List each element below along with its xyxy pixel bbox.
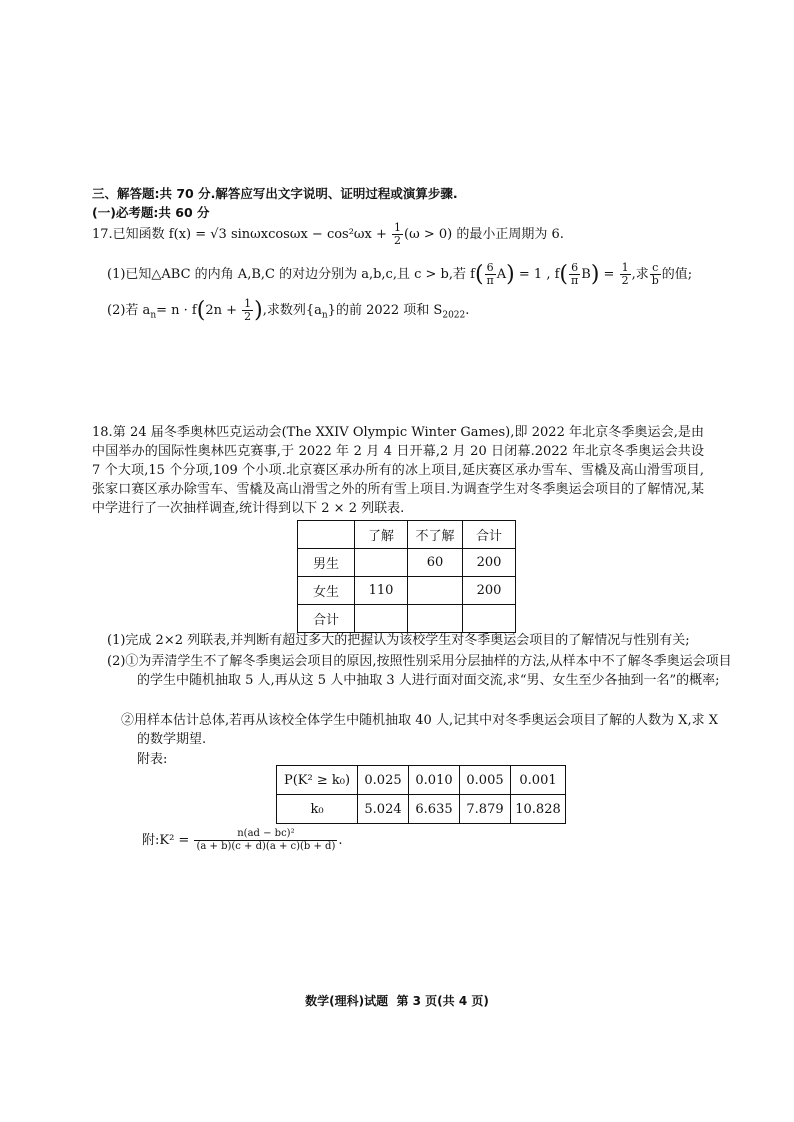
table-cell: 6.635 — [409, 795, 460, 824]
table-cell — [298, 521, 355, 549]
section-header: 三、解答题:共 70 分.解答应写出文字说明、证明过程或演算步骤. — [92, 186, 458, 201]
contingency-table — [297, 520, 516, 633]
q17-part1: (1)已知△ABC 的内角 A,B,C 的对边分别为 a,b,c,且 c > b,若 f( $\frac{6}{\pi}$ A) = 1 , f( $\frac{6}{\pi}$ B) = $\frac{1}{2}$ ,求 $\frac{c}{b}$ 的值; — [107, 261, 693, 287]
page-footer: 数学(理科)试题 第 3 页(共 4 页) — [305, 994, 489, 1008]
table-cell — [355, 605, 408, 633]
table-cell: 0.005 — [460, 766, 511, 795]
table-cell: 5.024 — [358, 795, 409, 824]
table-cell: 10.828 — [511, 795, 566, 824]
table-cell: 了解 — [355, 521, 408, 549]
table-cell: 200 — [463, 549, 516, 577]
critical-value-table — [276, 765, 566, 824]
q17-part2: (2)若 $a_n= n \cdot f(2n$ + $\frac{1}{2}$ ),求数列$\{a_n\}$的前 2022 项和 $S_{2022}$. — [107, 297, 470, 323]
table-row — [277, 795, 566, 824]
table-row — [277, 766, 566, 795]
table-cell: 110 — [355, 577, 408, 605]
q18-part2-2: ②用样本估计总体,若再从该校全体学生中随机抽取 40 人,记其中对冬季奥运会项目了解的人数为 X,求 X 的数学期望. — [121, 713, 718, 747]
table-cell: 合计 — [298, 605, 355, 633]
table-row — [298, 605, 516, 633]
table-cell — [408, 605, 463, 633]
appendix-label: 附表: — [137, 752, 168, 767]
fraction-one-half: $\frac{1}{2}$ — [394, 221, 402, 247]
table-cell: 男生 — [298, 549, 355, 577]
table-cell — [408, 577, 463, 605]
table-cell: 女生 — [298, 577, 355, 605]
table-cell: 200 — [463, 577, 516, 605]
table-cell: P(K² ≥ k₀) — [277, 766, 358, 795]
table-cell — [355, 549, 408, 577]
q18-part2-1: (2)①为弄清学生不了解冬季奥运会项目的原因,按照性别采用分层抽样的方法,从样本中不了解冬季奥运会项目的学生中随机抽取 5 人,再从这 5 人中抽取 3 人进行面对面交流,求“男、女生至少各抽到一名”的概率; — [107, 654, 732, 688]
q18-part1: (1)完成 2×2 列联表,并判断有超过多大的把握认为该校学生对冬季奥运会项目的了解情况与性别有关; — [107, 633, 690, 648]
table-cell: 0.025 — [358, 766, 409, 795]
table-cell: 60 — [408, 549, 463, 577]
table-header-row — [298, 521, 516, 549]
table-cell: 合计 — [463, 521, 516, 549]
table-row — [298, 577, 516, 605]
table-cell — [463, 605, 516, 633]
table-cell: 不了解 — [408, 521, 463, 549]
chi-square-formula: 附:K² = $\frac{\text{n(ad − bc)²}}{(a + b)(c + d)(a + c)(b + d)}$ . — [142, 828, 343, 852]
table-row — [298, 549, 516, 577]
table-cell: k₀ — [277, 795, 358, 824]
table-cell: 0.010 — [409, 766, 460, 795]
table-cell: 0.001 — [511, 766, 566, 795]
q18-intro: 18.第 24 届冬季奥林匹克运动会(The XXIV Olympic Winter Games),即 2022 年北京冬季奥运会,是由中国举办的国际性奥林匹克赛事,于 2022 年 2 月 4 日开幕,2 月 20 日闭幕.2022 年北京冬季奥运会共设 7 个大项,15 个分项,109 个小项.北京赛区承办所有的冰上项目,延庆赛区承办雪车、雪橇及高山滑雪项目,张家口赛区承办除雪车、雪橇及高山滑雪之外的所有雪上项目.为调查学生对冬季奥运会项目的了解情况,某中学进行了一次抽样调查,统计得到以下 2 × 2 列联表. — [92, 425, 704, 516]
subsection-header: (一)必考题:共 60 分 — [92, 205, 210, 220]
q17-stem: 17.已知函数 f(x) = √3 sinωxcosωx − cos²ωx + $\frac{1}{2}$ (ω > 0) 的最小正周期为 6. — [92, 221, 564, 247]
table-cell: 7.879 — [460, 795, 511, 824]
